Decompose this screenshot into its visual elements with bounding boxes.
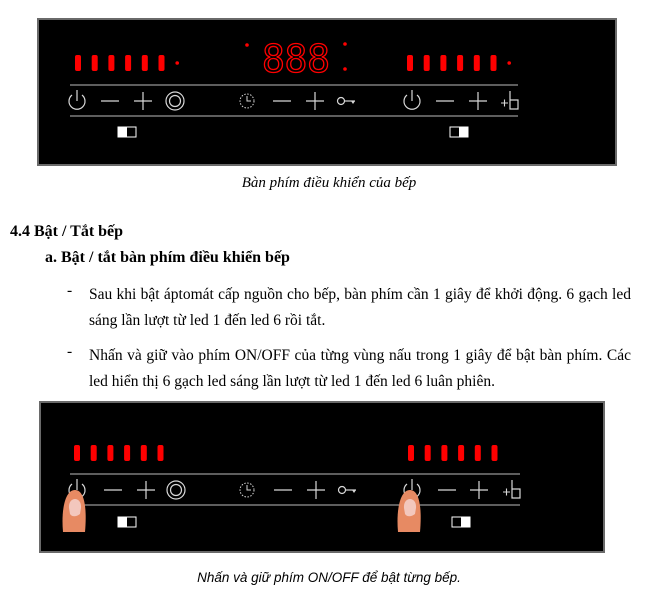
led-bar — [124, 445, 130, 461]
subsection-heading: a. Bật / tắt bàn phím điều khiển bếp — [45, 249, 290, 266]
led-bar — [75, 55, 81, 71]
control-panel-svg — [41, 403, 607, 555]
timer-button[interactable] — [240, 94, 254, 108]
bullet-text: Nhấn và giữ vào phím ON/OFF của từng vùng nấu trong 1 giây để bật bàn phím. Các led hiển thị 6 gạch led sáng lần lượt từ led 1 đến led 6 luân phiên. — [89, 347, 631, 390]
right-zone-leds — [408, 445, 498, 461]
dual-ring-icon — [171, 485, 182, 496]
key-icon-bit — [352, 490, 356, 493]
zone-indicator — [118, 127, 136, 137]
boost-button[interactable] — [503, 480, 520, 498]
led-bar — [107, 445, 113, 461]
dual-zone-button[interactable] — [166, 92, 184, 110]
key-icon-bit — [351, 101, 355, 104]
plus-button[interactable] — [307, 481, 325, 499]
timer-icon-hands — [247, 485, 251, 490]
bullet-text: Sau khi bật áptomát cấp nguồn cho bếp, bàn phím cần 1 giây để khởi động. 6 gạch led sáng lần lượt từ led 1 đến led 6 rồi tắt. — [89, 286, 631, 329]
plus-button[interactable] — [134, 92, 152, 110]
left-zone-leds — [75, 55, 179, 71]
boost-b-icon — [510, 91, 518, 109]
led-bar — [408, 445, 414, 461]
lock-button[interactable] — [339, 487, 357, 494]
dual-ring-icon — [167, 481, 185, 499]
dual-ring-icon — [170, 96, 181, 107]
zone-indicator — [452, 517, 470, 527]
fingernail-icon — [404, 499, 416, 516]
timer-button[interactable] — [240, 483, 254, 497]
led-bar — [441, 445, 447, 461]
boost-b-icon — [512, 480, 520, 498]
led-bar — [425, 445, 431, 461]
power-button[interactable] — [69, 90, 85, 109]
left-zone-leds — [74, 445, 164, 461]
led-bar — [492, 445, 498, 461]
bullet-marker: - — [67, 282, 73, 299]
zone-indicator-fill — [459, 127, 468, 137]
timer-icon-hands — [247, 96, 251, 101]
led-bar — [159, 55, 165, 71]
power-button[interactable] — [404, 90, 420, 109]
display-colon-dot — [343, 42, 347, 46]
led-bar — [142, 55, 148, 71]
zone-indicator-fill — [118, 517, 127, 527]
zone-indicator-fill — [461, 517, 470, 527]
plus-button[interactable] — [469, 92, 487, 110]
led-bar — [141, 445, 147, 461]
zone-indicator — [118, 517, 136, 527]
led-bar — [158, 445, 164, 461]
dual-ring-icon — [166, 92, 184, 110]
zone-indicator — [450, 127, 468, 137]
led-bar — [74, 445, 80, 461]
control-panel-figure-1 — [37, 18, 617, 166]
finger-pressing — [398, 490, 421, 532]
led-bar — [424, 55, 430, 71]
fingernail-icon — [69, 499, 81, 516]
key-icon — [339, 487, 346, 494]
finger-pressing — [63, 490, 86, 532]
key-icon — [338, 98, 345, 105]
led-bar — [91, 445, 97, 461]
led-bar — [458, 445, 464, 461]
led-bar — [475, 445, 481, 461]
right-zone-leds — [407, 55, 511, 71]
boost-plus-icon — [501, 100, 508, 107]
display-colon-dot — [343, 67, 347, 71]
zone-indicator-fill — [118, 127, 127, 137]
control-panel-figure-2 — [39, 401, 605, 553]
display-dot — [245, 43, 249, 47]
timer-display: 888 — [262, 37, 330, 81]
led-bar — [125, 55, 131, 71]
led-bar — [440, 55, 446, 71]
led-bar — [108, 55, 114, 71]
plus-button[interactable] — [470, 481, 488, 499]
led-dot — [175, 61, 179, 65]
led-bar — [474, 55, 480, 71]
led-dot — [507, 61, 511, 65]
dual-zone-button[interactable] — [167, 481, 185, 499]
boost-plus-icon — [503, 489, 510, 496]
led-bar — [407, 55, 413, 71]
led-bar — [457, 55, 463, 71]
led-bar — [92, 55, 98, 71]
section-heading: 4.4 Bật / Tắt bếp — [10, 223, 124, 240]
lock-button[interactable] — [338, 98, 356, 105]
figure-2-caption: Nhấn và giữ phím ON/OFF để bật từng bếp. — [197, 570, 461, 585]
boost-button[interactable] — [501, 91, 518, 109]
control-panel-svg — [39, 20, 619, 168]
plus-button[interactable] — [137, 481, 155, 499]
bullet-marker: - — [67, 343, 73, 360]
figure-1-caption: Bàn phím điều khiển của bếp — [241, 175, 417, 191]
plus-button[interactable] — [306, 92, 324, 110]
led-bar — [491, 55, 497, 71]
